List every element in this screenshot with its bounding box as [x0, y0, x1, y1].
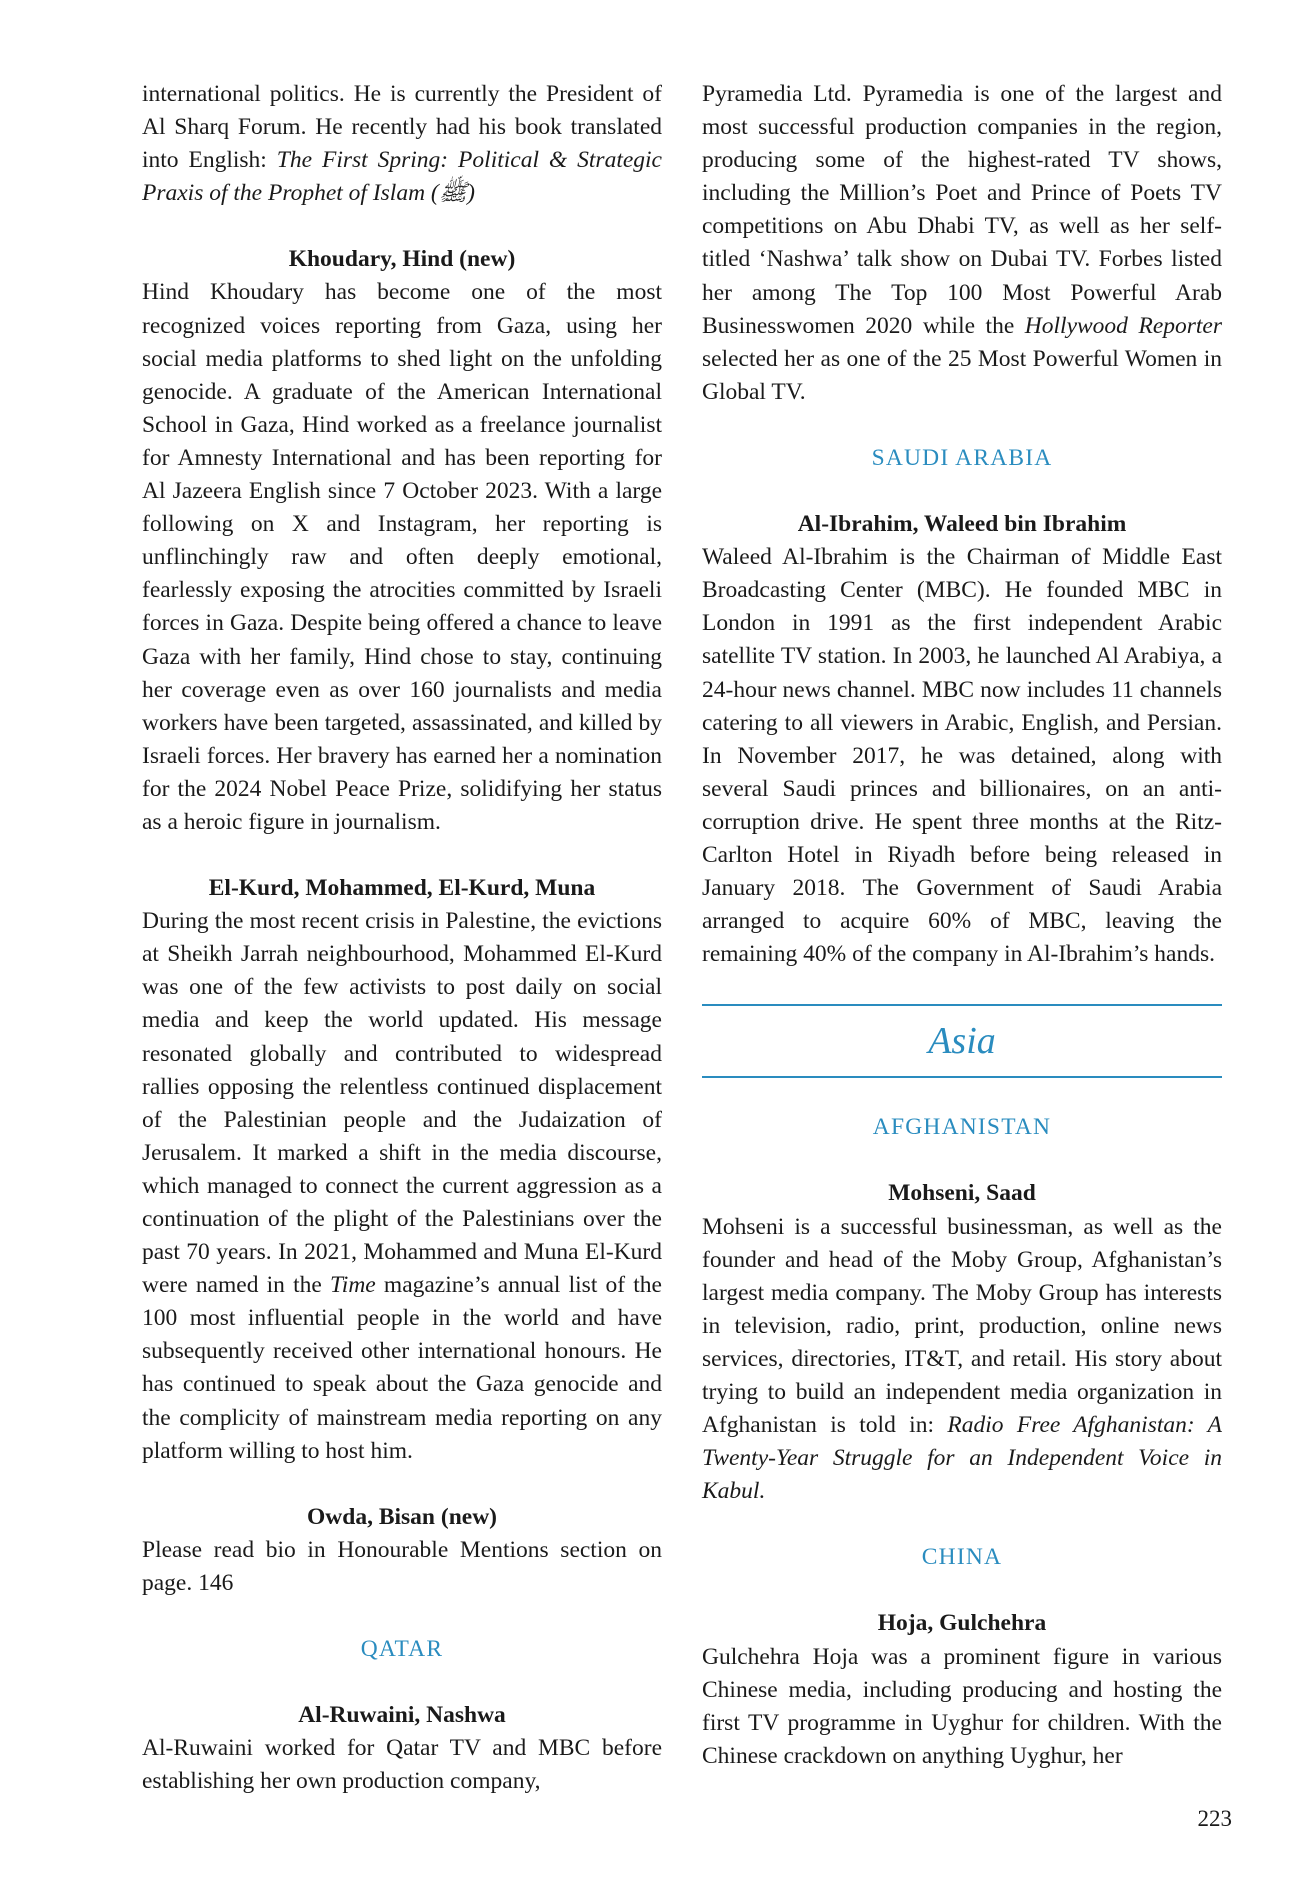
- page-number: 223: [1197, 1806, 1232, 1831]
- entry-name-mohseni: Mohseni, Saad: [888, 1180, 1036, 1207]
- intro-book-title: The First Spring: Political & Strategic Praxis of the Prophet of Islam (ﷺ): [142, 147, 662, 207]
- hollywood-reporter: Hollywood Reporter: [1024, 312, 1222, 339]
- entry-name-al-ruwaini: Al-Ruwaini, Nashwa: [298, 1702, 506, 1729]
- entry-text-al-ruwaini-cont: Pyramedia Ltd. Pyramedia is one of the largest and most successful production companies in the region, producing some of the highest-rated TV shows, including the Million’s Poet and Prince of Poets TV competitions on Abu Dhabi TV, as well as her self-titled ‘Nashwa’ talk show on Dubai TV. Forbes listed her among The Top 100 Most Powerful Arab Businesswomen 2020 while the Hollywood Reporter selected her as one of the 25 Most Powerful Women in Global TV.: [702, 81, 1222, 405]
- entry-text-owda: Please read bio in Honourable Mentions section on page. 146: [142, 1536, 662, 1596]
- country-heading-saudi-arabia: SAUDI ARABIA: [871, 444, 1053, 471]
- entry-name-khoudary: Khoudary, Hind (new): [288, 246, 516, 273]
- mohseni-book-title: Radio Free Afghanistan: A Twenty-Year Struggle for an Independent Voice in Kabul.: [702, 1412, 1222, 1505]
- intro-paragraph: [142, 78, 662, 210]
- entry-name-el-kurd: El-Kurd, Mohammed, El-Kurd, Muna: [208, 875, 596, 902]
- entry-name-owda: Owda, Bisan (new): [307, 1503, 497, 1530]
- intro-text: international politics. He is currently the President of Al Sharq Forum. He recently had his book translated into English:: [142, 81, 662, 174]
- entry-text-khoudary: Hind Khoudary has become one of the most recognized voices reporting from Gaza, using her social media platforms to shed light on the unfolding genocide. A graduate of the American International School in Gaza, Hind worked as a freelance journalist for Amnesty International and has been reporting for Al Jazeera English since 7 October 2023. With a large following on X and Instagram, her reporting is unflinchingly raw and often deeply emotional, fearlessly exposing the atrocities committed by Israeli forces in Gaza. Despite being offered a chance to leave Gaza with her family, Hind chose to stay, continuing her coverage even as over 160 journalists and media workers have been targeted, assassinated, and killed by Israeli forces. Her bravery has earned her a nomination for the 2024 Nobel Peace Prize, solidifying her status as a heroic figure in journalism.: [142, 279, 662, 835]
- entry-text-al-ibrahim: Waleed Al-Ibrahim is the Chairman of Middle East Broadcasting Center (MBC). He founded MBC in London in 1991 as the first independent Arabic satellite TV station. In 2003, he launched Al Arabiya, a 24-hour news channel. MBC now includes 11 channels catering to all viewers in Arabic, English, and Persian. In November 2017, he was detained, along with several Saudi princes and billionaires, on an anti-corruption drive. He spent three months at the Ritz-Carlton Hotel in Riyadh before being released in January 2018. The Government of Saudi Arabia arranged to acquire 60% of MBC, leaving the remaining 40% of the company in Al-Ibrahim’s hands.: [702, 544, 1222, 968]
- country-heading-qatar: QATAR: [360, 1636, 444, 1663]
- country-heading-afghanistan: AFGHANISTAN: [872, 1114, 1052, 1141]
- entry-text-mohseni: Mohseni is a successful businessman, as well as the founder and head of the Moby Group, Afghanistan’s largest media company. The Moby Group has interests in television, radio, print, production, online news services, directories, IT&T, and retail. His story about trying to build an independent media organization in Afghanistan is told in: Radio Free Afghanistan: A Twenty-Year Struggle for an Independent Voice in Kabul.: [702, 1213, 1222, 1505]
- entry-name-al-ibrahim: Al-Ibrahim, Waleed bin Ibrahim: [797, 511, 1127, 538]
- entry-text-al-ruwaini: Al-Ruwaini worked for Qatar TV and MBC before establishing her own production company,: [142, 1735, 662, 1795]
- entry-name-hoja: Hoja, Gulchehra: [877, 1610, 1047, 1637]
- right-column: [702, 78, 1222, 1773]
- country-heading-china: CHINA: [921, 1544, 1003, 1571]
- time-magazine: Time: [330, 1272, 376, 1299]
- entry-text-hoja: Gulchehra Hoja was a prominent figure in various Chinese media, including producing and hosting the first TV programme in Uyghur for children. With the Chinese crackdown on anything Uyghur, her: [702, 1643, 1222, 1769]
- region-heading-asia: Asia: [702, 1004, 1222, 1078]
- entry-text-el-kurd: During the most recent crisis in Palestine, the evictions at Sheikh Jarrah neighbourhood, Mohammed El-Kurd was one of the few activists to post daily on social media and keep the world updated. His message resonated globally and contributed to widespread rallies opposing the relentless continued displacement of the Palestinian people and the Judaization of Jerusalem. It marked a shift in the media discourse, which managed to connect the current aggression as a continuation of the plight of the Palestinians over the past 70 years. In 2021, Mohammed and Muna El-Kurd were named in the Time magazine’s annual list of the 100 most influential people in the world and have subsequently received other international honours. He has continued to speak about the Gaza genocide and the complicity of mainstream media reporting on any platform willing to host him.: [142, 908, 662, 1464]
- left-column: [142, 78, 662, 1798]
